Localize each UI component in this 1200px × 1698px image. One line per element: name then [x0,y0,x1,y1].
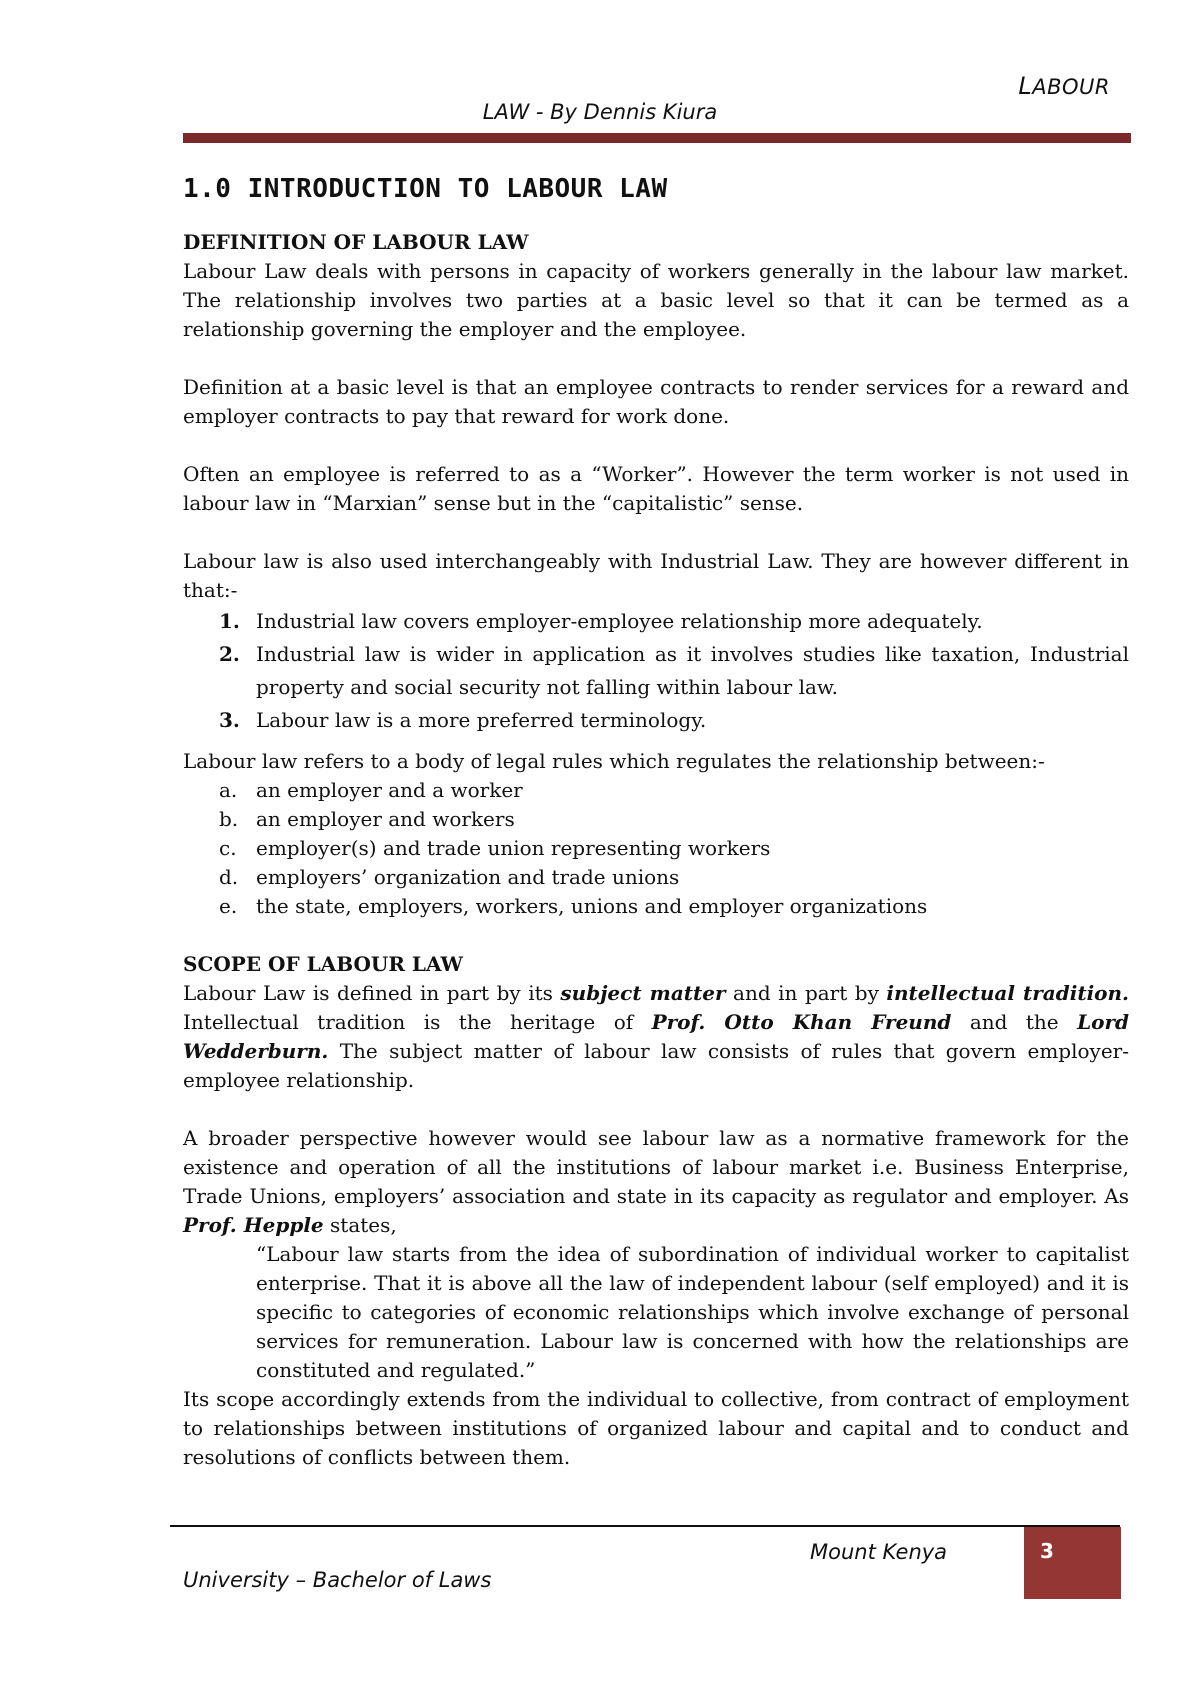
footer-institution: Mount Kenya [810,1540,948,1564]
relationships-list [183,776,1129,921]
differences-list [183,605,1129,737]
scope-heading: SCOPE OF LABOUR LAW [183,952,463,976]
header-author: LAW - By Dennis Kiura [482,100,718,124]
hepple-quote: “Labour law starts from the idea of subordination of individual worker to capitalist enterprise. That it is above all the law of independent labour (self employed) and it is specific to categories of economic relationships which involve exchange of personal services for remuneration. Labour law is concerned with how the relationships are constituted and regulated.” [256,1242,1129,1382]
page-title: 1.0 INTRODUCTION TO LABOUR LAW [183,174,668,204]
header-subject: LABOUR [1018,72,1110,100]
definition-paragraph-2: Definition at a basic level is that an employee contracts to render services for a reward and employer contracts to pay that reward for work done. [183,375,1129,428]
definition-paragraph-4: Labour law is also used interchangeably with Industrial Law. They are however different in that:- [183,549,1129,602]
scope-paragraph-1: Labour Law is defined in part by its subject matter and in part by intellectual tradition. Intellectual tradition is the heritage of Prof. Otto Khan Freund and the Lord Wedderburn. The subject matter of labour law consists of rules that govern employer-employee relationship. [183,981,1130,1092]
footer-program: University – Bachelor of Laws [183,1568,492,1592]
page-content [183,172,1129,1472]
definition-paragraph-5: Labour law refers to a body of legal rules which regulates the relationship between:- [183,749,1045,773]
definition-paragraph-1: Labour Law deals with persons in capacity of workers generally in the labour law market. The relationship involves two parties at a basic level so that it can be termed as a relationship governing the employer and the employee. [183,259,1129,341]
footer-rule [170,1525,1120,1527]
scope-paragraph-3: Its scope accordingly extends from the individual to collective, from contract of employment to relationships between institutions of organized labour and capital and to conduct and resolutions of conflicts between them. [183,1387,1129,1469]
list-item: 3. Labour law is a more preferred terminology. [219,708,707,732]
list-item: e. the state, employers, workers, unions and employer organizations [219,894,928,918]
scope-paragraph-2: A broader perspective however would see labour law as a normative framework for the existence and operation of all the institutions of labour market i.e. Business Enterprise, Trade Unions, employers’ association and state in its capacity as regulator and employer. As Prof. Hepple states, [183,1126,1129,1237]
list-item: 2. Industrial law is wider in application as it involves studies like taxation, Industrial property and social security not falling within labour law. [219,642,1129,699]
list-item: b. an employer and workers [219,807,515,831]
definition-paragraph-3: Often an employee is referred to as a “Worker”. However the term worker is not used in labour law in “Marxian” sense but in the “capitalistic” sense. [183,462,1129,515]
header-rule [183,133,1131,143]
list-item: c. employer(s) and trade union representing workers [219,836,771,860]
list-item: 1. Industrial law covers employer-employee relationship more adequately. [219,609,983,633]
list-item: a. an employer and a worker [219,778,523,802]
page-number-badge [1024,1527,1121,1599]
definition-heading: DEFINITION OF LABOUR LAW [183,230,529,254]
list-item: d. employers’ organization and trade unions [219,865,680,889]
page-number: 3 [1040,1539,1054,1563]
